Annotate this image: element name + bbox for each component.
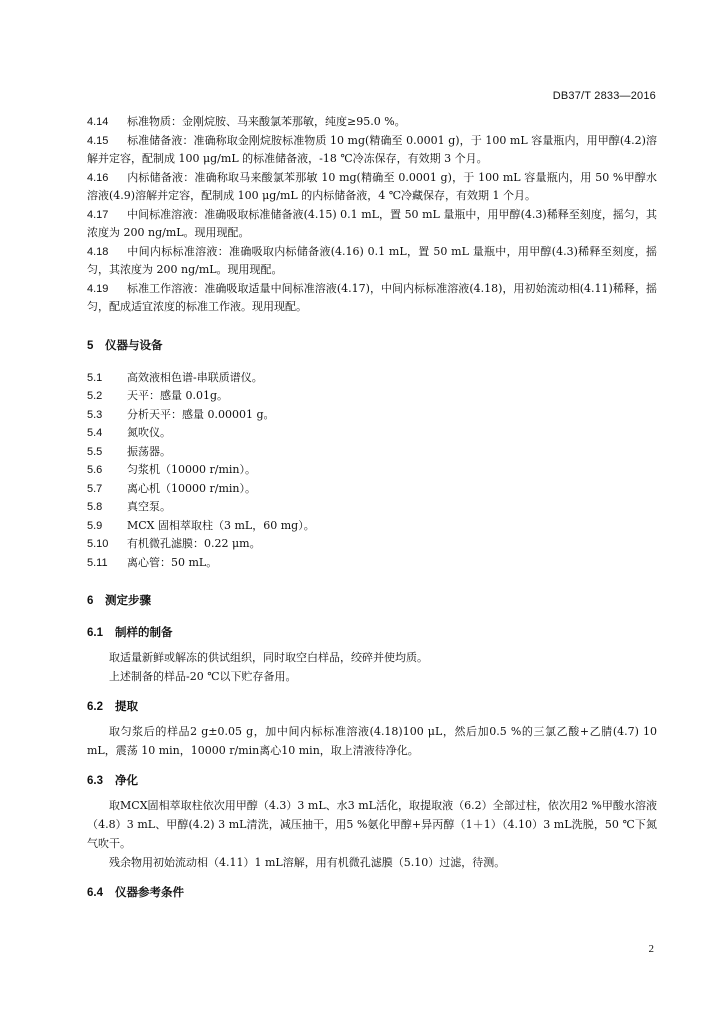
clause-4-14: 4.14 标准物质：金刚烷胺、马来酸氯苯那敏，纯度≥95.0 %。	[87, 115, 406, 128]
section-6-2-heading: 6.2 提取	[87, 701, 138, 713]
paragraph-6-1-a: 取适量新鲜或解冻的供试组织，同时取空白样品，绞碎并使均质。	[109, 651, 428, 664]
section-6-heading: 6 测定步骤	[87, 595, 151, 607]
paragraph-6-2-a: 取匀浆后的样品2 g±0.05 g，加中间内标标准溶液(4.18)100 μL，然后加0.5 %的三氯乙酸+乙腈(4.7) 10 mL，震荡 10 min，10000 r/min离心10 min，取上清液待净化。	[87, 725, 661, 757]
section-6-4-heading: 6.4 仪器参考条件	[87, 887, 184, 899]
clause-4-15: 4.15 标准储备液：准确称取金刚烷胺标准物质 10 mg(精确至 0.0001 g)，于 100 mL 容量瓶内，用甲醇(4.2)溶解并定容，配制成 100 μg/mL 的标准储备液，-18 ℃冷冻保存，有效期 3 个月。	[87, 133, 657, 165]
clause-5-6: 5.6 匀浆机（10000 r/min）。	[87, 463, 256, 476]
clause-5-9: 5.9 MCX 固相萃取柱（3 mL，60 mg）。	[87, 518, 315, 532]
clause-5-5: 5.5 振荡器。	[87, 444, 171, 458]
clause-5-1: 5.1 高效液相色谱-串联质谱仪。	[87, 370, 263, 384]
clause-5-7: 5.7 离心机（10000 r/min）。	[87, 481, 256, 495]
standard-code: DB37/T 2833—2016	[552, 90, 656, 102]
clause-4-16: 4.16 内标储备液：准确称取马来酸氯苯那敏 10 mg(精确至 0.0001 g)，于 100 mL 容量瓶内，用 50 %甲醇水溶液(4.9)溶解并定容，配制成 100 μg/mL 的内标储备液，4 ℃冷藏保存，有效期 1 个月。	[87, 170, 657, 202]
clause-5-3: 5.3 分析天平：感量 0.00001 g。	[87, 407, 275, 421]
section-5-heading: 5 仪器与设备	[87, 339, 163, 352]
clause-5-8: 5.8 真空泵。	[87, 500, 171, 513]
section-4-items	[87, 113, 657, 317]
paragraph-6-3-a: 取MCX固相萃取柱依次用甲醇（4.3）3 mL、水3 mL活化，取提取液（6.2）全部过柱，依次用2 %甲酸水溶液（4.8）3 mL、甲醇(4.2) 3 mL清洗，减压抽干，用5 %氨化甲醇+异丙醇（1＋1）（4.10）3 mL洗脱，50 ℃下氮气吹干。	[87, 799, 657, 850]
clause-5-11: 5.11 离心管：50 mL。	[87, 555, 218, 569]
paragraph-6-1-b: 上述制备的样品-20 ℃以下贮存备用。	[109, 670, 297, 683]
clause-4-19: 4.19 标准工作溶液：准确吸取适量中间标准溶液(4.17)，中间内标标准溶液(4.18)，用初始流动相(4.11)稀释，摇匀，配成适宜浓度的标准工作液。现用现配。	[87, 281, 657, 313]
page-number: 2	[648, 943, 654, 955]
document-body	[87, 113, 661, 902]
paragraph-6-3-b: 残余物用初始流动相（4.11）1 mL溶解，用有机微孔滤膜（5.10）过滤，待测。	[109, 856, 506, 869]
clause-5-10: 5.10 有机微孔滤膜：0.22 μm。	[87, 537, 261, 550]
section-6-1-heading: 6.1 制样的制备	[87, 627, 173, 639]
clause-5-4: 5.4 氮吹仪。	[87, 426, 171, 439]
section-5-items	[87, 369, 657, 573]
section-6-3-heading: 6.3 净化	[87, 775, 138, 787]
clause-5-2: 5.2 天平：感量 0.01g。	[87, 389, 229, 402]
clause-4-18: 4.18 中间内标标准溶液：准确吸取内标储备液(4.16) 0.1 mL，置 50 mL 量瓶中，用甲醇(4.3)稀释至刻度，摇匀，其浓度为 200 ng/mL。现用现配。	[87, 244, 657, 276]
clause-4-17: 4.17 中间标准溶液：准确吸取标准储备液(4.15) 0.1 mL，置 50 mL 量瓶中，用甲醇(4.3)稀释至刻度，摇匀，其浓度为 200 ng/mL。现用现配。	[87, 207, 657, 239]
